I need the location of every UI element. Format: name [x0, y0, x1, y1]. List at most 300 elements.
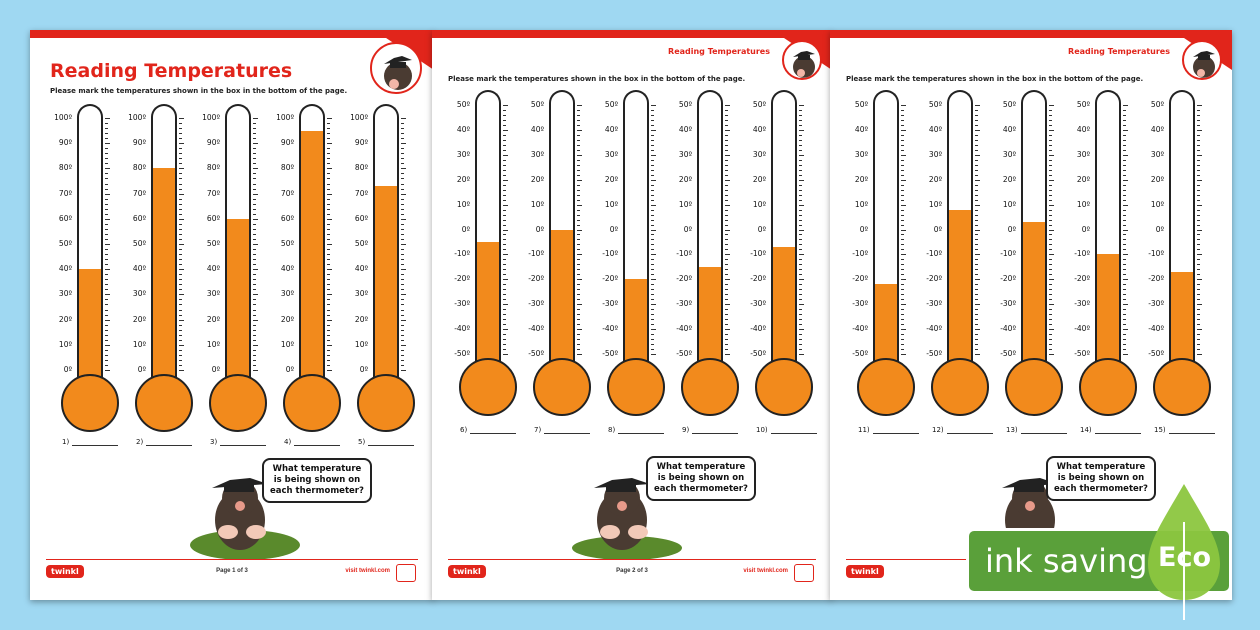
answer-blank[interactable]	[460, 426, 516, 434]
scale-tick	[1123, 190, 1126, 191]
scale-tick	[651, 160, 654, 161]
scale-label: -40º	[528, 324, 544, 334]
answer-line[interactable]	[220, 440, 266, 446]
scale-tick	[975, 254, 980, 255]
mercury-fill	[625, 279, 647, 364]
scale-tick	[577, 185, 580, 186]
scale-tick	[577, 140, 580, 141]
scale-tick	[179, 178, 182, 179]
scale-tick	[503, 210, 506, 211]
scale-tick	[401, 360, 404, 361]
scale-tick	[725, 165, 728, 166]
scale-label: 40º	[206, 264, 220, 274]
scale-tick	[975, 329, 980, 330]
scale-label: 40º	[604, 124, 618, 134]
scale-tick	[975, 220, 978, 221]
scale-tick	[577, 195, 580, 196]
scale-tick	[975, 160, 978, 161]
scale-tick	[179, 168, 184, 169]
thermometer	[454, 30, 518, 600]
scale-label: -30º	[750, 299, 766, 309]
answer-number: 13)	[1006, 426, 1018, 434]
scale-tick	[799, 264, 802, 265]
answer-blank[interactable]	[756, 426, 817, 434]
scale-label: -40º	[750, 324, 766, 334]
scale-label: 30º	[752, 149, 766, 159]
thermometer-bulb	[755, 358, 813, 416]
mercury-fill	[551, 230, 573, 365]
scale-tick	[1197, 125, 1200, 126]
scale-tick	[799, 284, 802, 285]
scale-tick	[105, 118, 110, 119]
speech-bubble: What temperature is being shown on each thermometer?	[1046, 456, 1156, 501]
scale-tick	[901, 309, 904, 310]
scale-tick	[105, 168, 110, 169]
scale-tick	[577, 170, 580, 171]
scale-tick	[1197, 244, 1200, 245]
scale-label: 10º	[1150, 199, 1164, 209]
scale-tick	[799, 150, 802, 151]
scale-tick	[799, 230, 804, 231]
scale-tick	[401, 143, 406, 144]
scale-tick	[1123, 239, 1126, 240]
thermometer-tube	[299, 104, 325, 380]
scale-label: -20º	[750, 274, 766, 284]
scale-tick	[725, 200, 728, 201]
scale-tick	[725, 289, 728, 290]
scale-tick	[577, 339, 580, 340]
scale-tick	[651, 254, 656, 255]
scale-tick	[253, 264, 256, 265]
scale-tick	[901, 150, 904, 151]
scale-label: 0º	[211, 365, 220, 374]
scale-tick	[1049, 170, 1052, 171]
scale-tick	[1123, 125, 1126, 126]
scale-tick	[651, 269, 654, 270]
scale-tick	[725, 239, 728, 240]
scale-tick	[577, 264, 580, 265]
scale-tick	[327, 158, 330, 159]
scale-tick	[1049, 314, 1052, 315]
scale-label: -10º	[1000, 249, 1016, 259]
answer-blank[interactable]	[932, 426, 993, 434]
scale-tick	[327, 320, 332, 321]
scale-tick	[1049, 244, 1052, 245]
scale-tick	[1123, 205, 1128, 206]
scale-tick	[799, 304, 804, 305]
scale-tick	[327, 284, 330, 285]
scale-tick	[1123, 200, 1126, 201]
scale-tick	[179, 325, 182, 326]
worksheet-page-2	[432, 30, 832, 600]
scale-tick	[1197, 110, 1200, 111]
scale-tick	[975, 205, 980, 206]
scale-tick	[901, 319, 904, 320]
scale-tick	[725, 294, 728, 295]
scale-tick	[105, 365, 108, 366]
scale-tick	[901, 180, 906, 181]
scale-tick	[503, 299, 506, 300]
scale-tick	[179, 234, 182, 235]
scale-tick	[725, 230, 730, 231]
scale-tick	[901, 145, 904, 146]
scale-label: -40º	[852, 324, 868, 334]
scale-tick	[327, 118, 332, 119]
scale-tick	[401, 350, 404, 351]
scale-tick	[1123, 254, 1128, 255]
scale-tick	[901, 190, 904, 191]
scale-tick	[503, 165, 506, 166]
scale-label: 10º	[58, 339, 72, 349]
scale-tick	[725, 249, 728, 250]
scale-tick	[725, 344, 728, 345]
scale-tick	[1049, 130, 1054, 131]
scale-tick	[799, 135, 802, 136]
scale-label: 30º	[530, 149, 544, 159]
answer-line[interactable]	[470, 428, 516, 434]
scale-tick	[253, 143, 258, 144]
scale-label: 50º	[752, 100, 766, 109]
scale-tick	[725, 339, 728, 340]
scale-tick	[1049, 195, 1052, 196]
scale-tick	[179, 158, 182, 159]
scale-tick	[651, 200, 654, 201]
answer-line[interactable]	[146, 440, 192, 446]
thermometer-bulb	[209, 374, 267, 432]
scale-tick	[799, 205, 804, 206]
scale-tick	[401, 153, 404, 154]
scale-tick	[179, 224, 182, 225]
scale-tick	[327, 133, 330, 134]
scale-tick	[975, 314, 978, 315]
scale-tick	[651, 130, 656, 131]
scale-tick	[1049, 259, 1052, 260]
thermometer-bulb	[1153, 358, 1211, 416]
scale-tick	[1049, 120, 1052, 121]
answer-line[interactable]	[618, 428, 664, 434]
answer-line[interactable]	[72, 440, 118, 446]
scale-tick	[901, 125, 904, 126]
scale-tick	[975, 130, 980, 131]
thermometer-bulb	[61, 374, 119, 432]
answer-blank[interactable]	[1154, 426, 1215, 434]
scale-label: -10º	[926, 249, 942, 259]
scale-tick	[253, 370, 258, 371]
scale-label: 50º	[1150, 100, 1164, 109]
answer-line[interactable]	[1021, 428, 1067, 434]
scale-tick	[1123, 294, 1126, 295]
scale-tick	[105, 325, 108, 326]
scale-tick	[975, 299, 978, 300]
answer-blank[interactable]	[1080, 426, 1141, 434]
scale-label: 10º	[604, 199, 618, 209]
scale-tick	[105, 304, 108, 305]
scale-label: -50º	[1148, 349, 1164, 358]
scale-tick	[651, 135, 654, 136]
scale-tick	[651, 185, 654, 186]
scale-label: 20º	[1076, 174, 1090, 184]
page-number: Page 2 of 3	[616, 568, 648, 574]
scale-tick	[975, 125, 978, 126]
scale-tick	[1197, 324, 1200, 325]
scale-tick	[503, 334, 506, 335]
scale-tick	[179, 360, 182, 361]
thermometer-bulb	[681, 358, 739, 416]
scale-tick	[799, 175, 802, 176]
scale-tick	[901, 259, 904, 260]
answer-blank[interactable]	[858, 426, 919, 434]
scale-tick	[901, 115, 904, 116]
scale-tick	[503, 279, 508, 280]
scale-tick	[401, 194, 406, 195]
scale-label: 20º	[752, 174, 766, 184]
answer-line[interactable]	[368, 440, 414, 446]
scale-tick	[725, 319, 728, 320]
scale-tick	[1197, 170, 1200, 171]
scale-tick	[901, 294, 904, 295]
scale-tick	[179, 118, 184, 119]
answer-blank[interactable]	[358, 438, 414, 446]
scale-tick	[725, 259, 728, 260]
twinkl-logo: twinkl	[46, 565, 84, 578]
scale-label: 20º	[604, 174, 618, 184]
scale-tick	[577, 115, 580, 116]
scale-label: 40º	[752, 124, 766, 134]
scale-tick	[327, 350, 330, 351]
scale-label: 20º	[1150, 174, 1164, 184]
scale-tick	[253, 360, 256, 361]
scale-tick	[1197, 289, 1200, 290]
scale-label: 0º	[1081, 224, 1090, 234]
scale-tick	[975, 135, 978, 136]
scale-tick	[1049, 354, 1054, 355]
thermometer-tube	[151, 104, 177, 380]
scale-tick	[1049, 165, 1052, 166]
scale-tick	[651, 294, 654, 295]
scale-tick	[975, 230, 980, 231]
scale-tick	[327, 178, 330, 179]
answer-blank[interactable]	[534, 426, 590, 434]
scale-label: -50º	[454, 349, 470, 358]
scale-tick	[577, 165, 580, 166]
scale-tick	[725, 225, 728, 226]
scale-tick	[651, 334, 654, 335]
scale-tick	[799, 269, 802, 270]
scale-label: 40º	[1076, 124, 1090, 134]
scale-tick	[799, 210, 802, 211]
scale-label: 10º	[456, 199, 470, 209]
scale-tick	[799, 145, 802, 146]
scale-tick	[799, 244, 802, 245]
scale-tick	[725, 314, 728, 315]
scale-tick	[725, 190, 728, 191]
scale-tick	[1049, 339, 1052, 340]
scale-tick	[401, 315, 404, 316]
scale-label: 40º	[928, 124, 942, 134]
scale-label: 40º	[530, 124, 544, 134]
scale-tick	[105, 194, 110, 195]
answer-line[interactable]	[692, 428, 738, 434]
answer-line[interactable]	[873, 428, 919, 434]
scale-tick	[253, 310, 256, 311]
scale-tick	[253, 189, 256, 190]
thermometer-tube	[225, 104, 251, 380]
scale-tick	[327, 345, 332, 346]
scale-label: 10º	[1002, 199, 1016, 209]
scale-tick	[105, 279, 108, 280]
scale-tick	[401, 178, 404, 179]
scale-tick	[799, 279, 804, 280]
scale-label: 70º	[132, 188, 146, 198]
scale-label: 30º	[928, 149, 942, 159]
scale-tick	[725, 180, 730, 181]
scale-tick	[503, 329, 508, 330]
scale-tick	[975, 334, 978, 335]
scale-tick	[503, 135, 506, 136]
scale-tick	[503, 304, 508, 305]
scale-tick	[1197, 140, 1200, 141]
scale-tick	[1049, 279, 1054, 280]
scale-tick	[1197, 314, 1200, 315]
scale-tick	[1049, 200, 1052, 201]
scale-tick	[503, 239, 506, 240]
scale-tick	[105, 254, 108, 255]
scale-label: -30º	[1074, 299, 1090, 309]
scale-tick	[401, 244, 406, 245]
scale-label: 0º	[63, 365, 72, 374]
scale-label: 0º	[535, 224, 544, 234]
thermometer-tube	[623, 90, 649, 364]
scale-label: 40º	[280, 264, 294, 274]
scale-tick	[725, 105, 730, 106]
scale-tick	[651, 125, 654, 126]
answer-blank[interactable]	[284, 438, 340, 446]
answer-blank[interactable]	[682, 426, 738, 434]
scale-label: 20º	[928, 174, 942, 184]
scale-tick	[725, 349, 728, 350]
answer-number: 2)	[136, 438, 144, 446]
scale-tick	[105, 133, 108, 134]
scale-tick	[725, 309, 728, 310]
scale-tick	[577, 259, 580, 260]
scale-tick	[327, 360, 330, 361]
thermometer-tube	[947, 90, 973, 364]
scale-label: 40º	[132, 264, 146, 274]
scale-tick	[577, 110, 580, 111]
scale-tick	[577, 130, 582, 131]
scale-label: 40º	[854, 124, 868, 134]
scale-tick	[105, 204, 108, 205]
thermometer-tube	[697, 90, 723, 364]
answer-blank[interactable]	[1006, 426, 1067, 434]
scale-tick	[327, 204, 330, 205]
scale-tick	[1123, 225, 1126, 226]
scale-tick	[1123, 354, 1128, 355]
scale-label: 80º	[280, 163, 294, 173]
scale-tick	[105, 184, 108, 185]
scale-tick	[253, 128, 256, 129]
scale-tick	[651, 175, 654, 176]
scale-tick	[1123, 165, 1126, 166]
scale-tick	[327, 294, 332, 295]
scale-tick	[253, 224, 256, 225]
scale-tick	[105, 350, 108, 351]
scale-tick	[105, 153, 108, 154]
scale-tick	[327, 143, 332, 144]
scale-label: 30º	[1002, 149, 1016, 159]
scale-tick	[105, 148, 108, 149]
scale-tick	[901, 155, 906, 156]
mercury-fill	[699, 267, 721, 364]
scale-label: -40º	[454, 324, 470, 334]
scale-tick	[1197, 215, 1200, 216]
scale-tick	[327, 259, 330, 260]
scale-tick	[401, 274, 404, 275]
scale-tick	[577, 120, 580, 121]
answer-line[interactable]	[1095, 428, 1141, 434]
scale-label: 70º	[206, 188, 220, 198]
scale-tick	[975, 105, 980, 106]
scale-label: 60º	[280, 213, 294, 223]
scale-tick	[327, 219, 332, 220]
scale-tick	[1123, 244, 1126, 245]
scale-tick	[1049, 324, 1052, 325]
scale-label: -50º	[926, 349, 942, 358]
answer-line[interactable]	[544, 428, 590, 434]
scale-tick	[503, 150, 506, 151]
scale-tick	[799, 195, 802, 196]
scale-tick	[975, 155, 980, 156]
scale-tick	[503, 344, 506, 345]
answer-number: 8)	[608, 426, 616, 434]
scale-tick	[901, 264, 904, 265]
scale-tick	[253, 163, 256, 164]
answer-line[interactable]	[947, 428, 993, 434]
scale-tick	[179, 320, 184, 321]
answer-blank[interactable]	[210, 438, 266, 446]
scale-tick	[253, 244, 258, 245]
scale-tick	[1123, 105, 1128, 106]
scale-tick	[651, 145, 654, 146]
scale-tick	[503, 190, 506, 191]
scale-tick	[1049, 230, 1054, 231]
thermometer-bulb	[1005, 358, 1063, 416]
scale-label: -30º	[676, 299, 692, 309]
answer-line[interactable]	[771, 428, 817, 434]
scale-tick	[725, 125, 728, 126]
scale-tick	[1197, 115, 1200, 116]
answer-line[interactable]	[1169, 428, 1215, 434]
visit-link[interactable]: visit twinkl.com	[743, 568, 788, 574]
scale-tick	[327, 123, 330, 124]
scale-tick	[577, 150, 580, 151]
scale-tick	[1123, 145, 1126, 146]
answer-number: 14)	[1080, 426, 1092, 434]
answer-blank[interactable]	[608, 426, 664, 434]
scale-tick	[725, 354, 730, 355]
scale-label: 50º	[354, 239, 368, 248]
answer-blank[interactable]	[136, 438, 192, 446]
scale-tick	[105, 239, 108, 240]
visit-link[interactable]: visit twinkl.com	[345, 568, 390, 574]
answer-line[interactable]	[294, 440, 340, 446]
scale-tick	[651, 165, 654, 166]
answer-blank[interactable]	[62, 438, 118, 446]
scale-label: -10º	[1074, 249, 1090, 259]
scale-tick	[503, 145, 506, 146]
scale-label: 0º	[285, 365, 294, 374]
scale-tick	[975, 239, 978, 240]
